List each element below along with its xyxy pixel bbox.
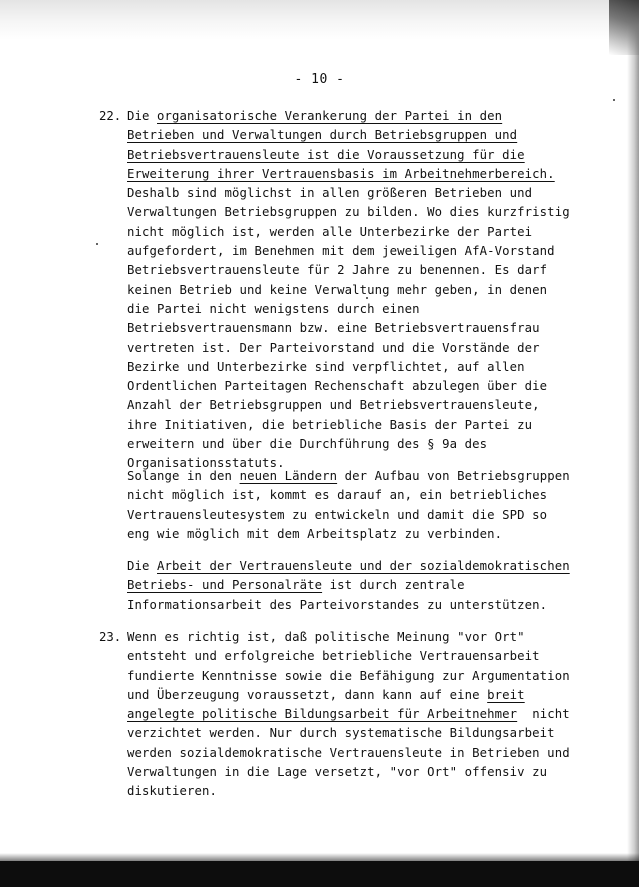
paragraph [127, 557, 597, 615]
text-run: der Aufbau von Betriebsgruppen [337, 469, 570, 483]
text-line [127, 437, 487, 451]
text-run: nicht möglich ist, werden alle Unterbezirke der Partei [127, 224, 533, 239]
text-run: entsteht und erfolgreiche betriebliche Vertrauensarbeit [127, 649, 540, 664]
scan-speck [613, 99, 615, 101]
scan-shadow-top [0, 0, 639, 40]
text-line [127, 726, 555, 740]
text-run: und Überzeugung voraussetzt, dann kann auf eine [127, 687, 488, 702]
text-line [127, 360, 525, 374]
underlined-text: Betriebsvertrauensleute ist die Voraussetzung für die [127, 147, 525, 162]
text-line [127, 630, 525, 644]
text-line [127, 302, 420, 316]
text-run: eng wie möglich mit dem Arbeitsplatz zu verbinden. [127, 526, 503, 541]
text-run: Bezirke und Unterbezirke sind verpflichtet, auf allen [127, 359, 525, 374]
text-run: Informationsarbeit des Parteivorstandes zu unterstützen. [127, 597, 548, 612]
text-line [127, 669, 570, 683]
text-line [127, 398, 540, 412]
text-run: ist durch zentrale [322, 578, 465, 593]
text-run: keinen Betrieb und keine Verwaltung mehr geben, in denen [127, 282, 548, 297]
text-line [127, 707, 570, 721]
underlined-text: Betriebs- und Personalräte [127, 578, 323, 593]
section-number: 23. [99, 630, 122, 644]
underlined-text: neuen Ländern [239, 469, 338, 483]
scan-shadow-right [627, 0, 639, 887]
text-run: Verwaltungen in die Lage versetzt, "vor Ort" offensiv zu [127, 765, 548, 780]
text-line [127, 263, 547, 277]
underlined-text: breit [487, 687, 525, 702]
text-line [127, 784, 217, 798]
paragraph [127, 467, 597, 544]
text-line [127, 598, 547, 612]
text-line [127, 559, 570, 573]
underlined-text: organisatorische Verankerung der Partei in den [157, 109, 503, 123]
paragraph [127, 107, 597, 474]
text-line [127, 765, 547, 779]
text-run: Organisationsstatuts. [127, 456, 285, 471]
text-run: erweitern und über die Durchführung des § 9a des [127, 437, 488, 452]
underlined-text: Betrieben und Verwaltungen durch Betriebsgruppen und [127, 128, 518, 143]
text-run: vertreten ist. Der Parteivorstand und die Vorstände der [127, 340, 540, 355]
text-line [127, 508, 547, 522]
text-run: Die [127, 559, 158, 573]
text-run: Die [127, 109, 158, 123]
text-line [127, 746, 570, 760]
text-run: nicht möglich ist, kommt es darauf an, ein betriebliches [127, 488, 548, 503]
text-run: fundierte Kenntnisse sowie die Befähigung zur Argumentation [127, 668, 570, 683]
text-line [127, 688, 525, 702]
text-line [127, 283, 547, 297]
text-line [127, 418, 532, 432]
underlined-text: Erweiterung ihrer Vertrauensbasis im Arbeitnehmerbereich. [127, 166, 555, 181]
text-run: werden sozialdemokratische Vertrauensleute in Betrieben und [127, 745, 570, 760]
text-line [127, 649, 540, 663]
text-run: Solange in den [127, 469, 240, 483]
text-run: Wenn es richtig ist, daß politische Meinung "vor Ort" [127, 630, 525, 644]
text-run: verzichtet werden. Nur durch systematische Bildungsarbeit [127, 726, 555, 741]
text-line [127, 578, 465, 592]
text-line [127, 469, 570, 483]
paragraph [127, 628, 597, 802]
text-line [127, 225, 532, 239]
text-line [127, 321, 540, 335]
text-line [127, 205, 570, 219]
section-number: 22. [99, 109, 122, 123]
scan-black-border-bottom [0, 861, 639, 887]
text-line [127, 128, 517, 142]
text-run: Betriebsvertrauensleute für 2 Jahre zu benennen. Es darf [127, 263, 548, 278]
text-line [127, 379, 547, 393]
underlined-text: angelegte politische Bildungsarbeit für Arbeitnehmer [127, 707, 518, 722]
scan-shadow-bottom-fade [0, 853, 639, 861]
text-run: Anzahl der Betriebsgruppen und Betriebsvertrauensleute, [127, 398, 540, 413]
scan-speck [96, 243, 98, 245]
text-line [127, 527, 502, 541]
text-line [127, 148, 525, 162]
text-line [127, 341, 540, 355]
page-number: - 10 - [294, 72, 345, 87]
text-line [127, 167, 555, 181]
scan-corner-shadow [609, 0, 639, 55]
text-run: Verwaltungen Betriebsgruppen zu bilden. Wo dies kurzfristig [127, 205, 570, 220]
underlined-text: Arbeit der Vertrauensleute und der sozialdemokratischen [157, 559, 570, 573]
text-run: Ordentlichen Parteitagen Rechenschaft abzulegen über die [127, 379, 548, 394]
text-run: Deshalb sind möglichst in allen größeren Betrieben und [127, 186, 533, 201]
text-run: Vertrauensleutesystem zu entwickeln und damit die SPD so [127, 507, 548, 522]
text-run: nicht [517, 707, 570, 722]
text-line [127, 109, 502, 123]
text-run: ihre Initiativen, die betriebliche Basis der Partei zu [127, 417, 533, 432]
text-line [127, 488, 547, 502]
text-line [127, 244, 555, 258]
text-run: aufgefordert, im Benehmen mit dem jeweiligen AfA-Vorstand [127, 244, 555, 259]
text-run: Betriebsvertrauensmann bzw. eine Betriebsvertrauensfrau [127, 321, 540, 336]
text-run: die Partei nicht wenigstens durch einen [127, 301, 420, 316]
text-line [127, 186, 532, 200]
text-run: diskutieren. [127, 784, 218, 799]
